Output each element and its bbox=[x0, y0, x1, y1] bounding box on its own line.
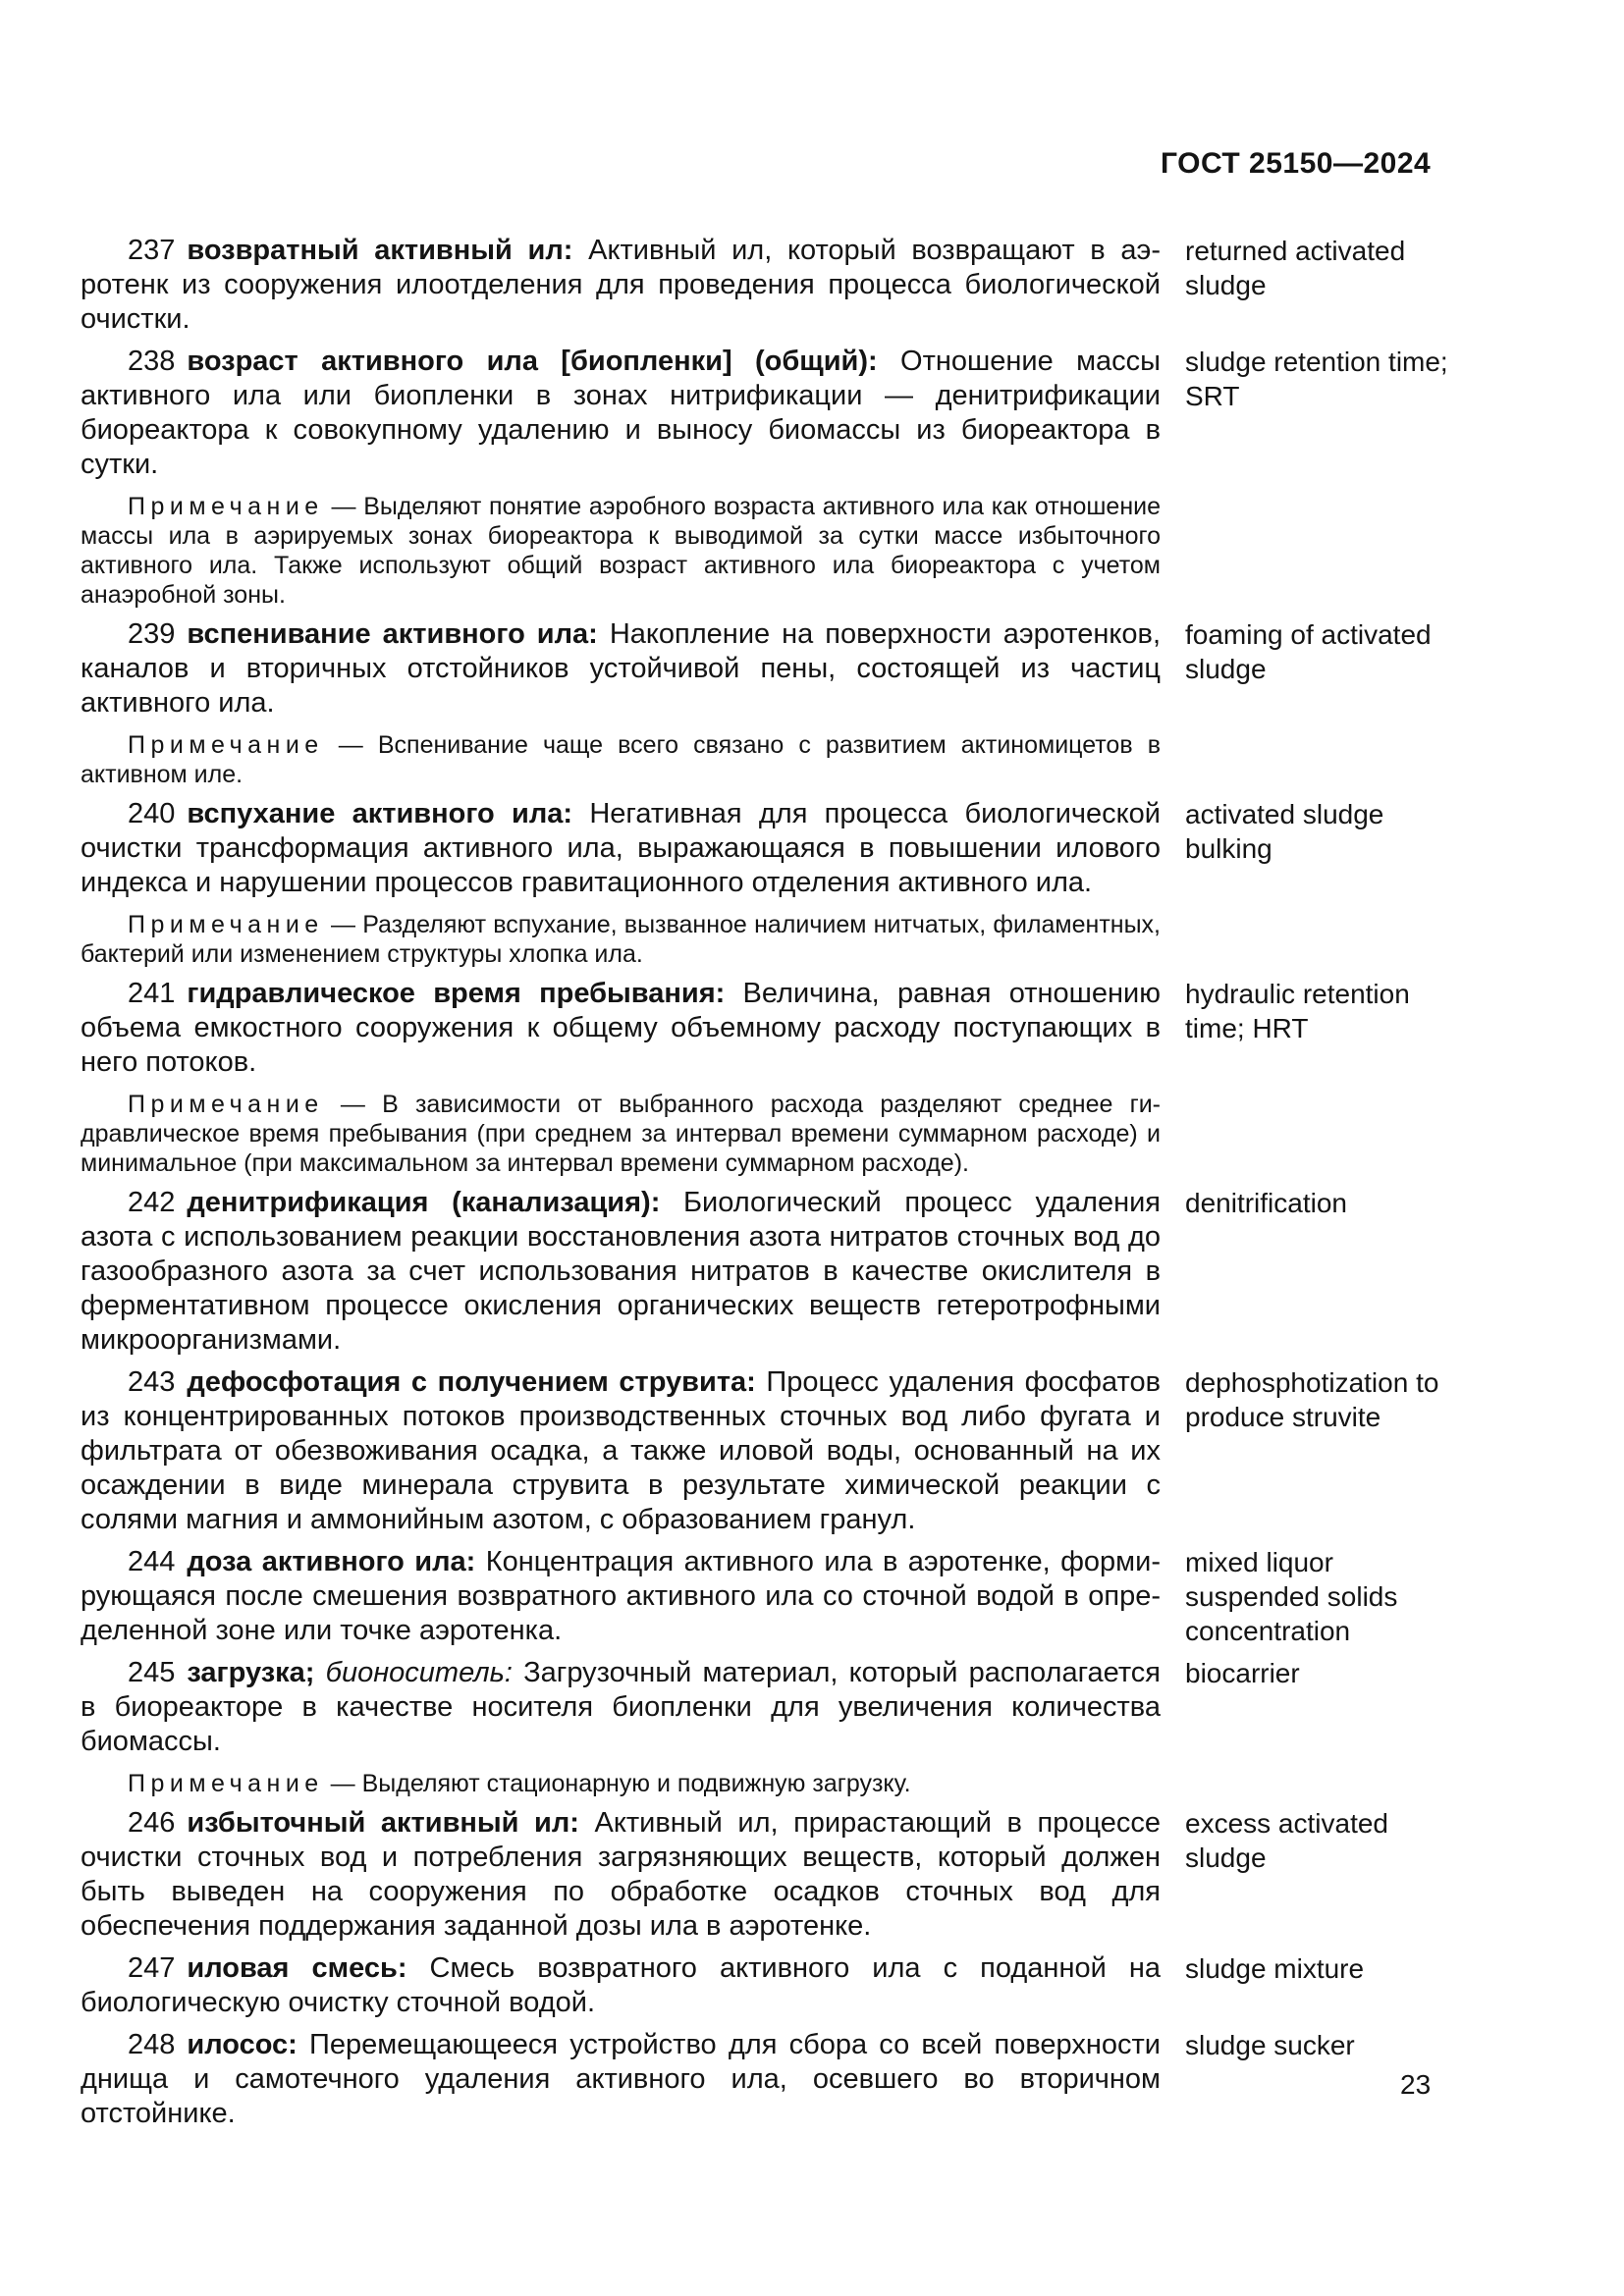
term-row bbox=[81, 1951, 1460, 2020]
page-number: 23 bbox=[1400, 2069, 1432, 2100]
note-paragraph: Примечание — В зависимости от выбранного расхода разделяют среднее гидравлическое время пребывания (при среднем за интервал времени суммарном расходе) и минимальное (при максимальном за интервал времени суммарном расходе). bbox=[81, 1091, 1161, 1177]
term-row bbox=[81, 797, 1460, 900]
term-paragraph: 239 вспенивание активного ила: Накопление на поверхности аэротенков, каналов и вторичных отстойников устойчивой пены, состоящей из частиц активного ила. bbox=[81, 618, 1162, 719]
english-term: hydraulic retention time; HRT bbox=[1185, 979, 1410, 1043]
term-title: дефосфотация с получением струвита: bbox=[187, 1366, 756, 1398]
term-row bbox=[81, 617, 1460, 721]
term-paragraph: 246 избыточный активный ил: Активный ил, прирастающий в процессе очистки сточных вод и потребления загрязняющих веществ, который должен быть выведен на сооружения по обработке осадков сточных вод для обеспечения поддержания заданной дозы ила в аэротенке. bbox=[81, 1807, 1161, 1942]
english-term: mixed liquor suspended solids concentration bbox=[1185, 1547, 1398, 1646]
term-number: 243 bbox=[128, 1366, 176, 1398]
english-term: returned activated sludge bbox=[1185, 236, 1406, 300]
term-number: 246 bbox=[128, 1807, 176, 1839]
term-synonym: бионоситель: bbox=[314, 1657, 513, 1688]
term-paragraph: 245 загрузка; бионоситель: Загрузочный материал, который располагается в биореакторе в качестве носителя биопленки для увеличения количества биомассы. bbox=[81, 1657, 1161, 1757]
english-term: biocarrier bbox=[1185, 1658, 1300, 1688]
terms-list bbox=[81, 234, 1460, 2131]
term-number: 238 bbox=[128, 346, 176, 377]
term-paragraph: 240 вспухание активного ила: Негативная для процесса биологической очистки трансформация активного ила, выражающаяся в повышении илового индекса и нарушении процессов гравитационного отделения активного ила. bbox=[81, 798, 1161, 898]
term-title: гидравлическое время пребывания: bbox=[187, 978, 726, 1009]
term-number: 242 bbox=[128, 1187, 176, 1218]
note-row bbox=[81, 730, 1460, 789]
note-label: Примечание bbox=[128, 1091, 324, 1118]
term-title: доза активного ила: bbox=[187, 1546, 476, 1577]
term-number: 247 bbox=[128, 1952, 176, 1984]
note-paragraph: Примечание — Разделяют вспухание, вызванное наличием нитчатых, филаментных, бактерий или изменением структуры хлопка ила. bbox=[81, 911, 1161, 968]
term-row bbox=[81, 1186, 1460, 1358]
note-label: Примечание bbox=[128, 1770, 324, 1797]
term-row bbox=[81, 1806, 1460, 1944]
term-number: 248 bbox=[128, 2029, 176, 2060]
english-term: sludge sucker bbox=[1185, 2030, 1355, 2060]
note-row bbox=[81, 1090, 1460, 1178]
term-paragraph: 247 иловая смесь: Смесь возвратного активного ила с поданной на биологическую очистку сточной водой. bbox=[81, 1952, 1161, 2018]
term-title: возраст активного ила [биопленки] (общий): bbox=[187, 346, 878, 377]
note-label: Примечание bbox=[128, 731, 324, 759]
english-term: foaming of activated sludge bbox=[1185, 619, 1432, 684]
english-term: sludge mixture bbox=[1185, 1953, 1365, 1984]
term-paragraph: 242 денитрификация (канализация): Биологический процесс удаления азота с использованием реакции восстановления азота нитратов сточных вод до газообразного азота за счет использования нитратов в качестве окислителя в ферментативном процессе окисления органических веществ гетеротрофными микроорганизмами. bbox=[81, 1187, 1161, 1356]
english-term: excess activated sludge bbox=[1185, 1808, 1388, 1873]
term-title: вспенивание активного ила: bbox=[187, 618, 598, 650]
term-title: илосос: bbox=[187, 2029, 298, 2060]
english-term: dephosphotization to produce struvite bbox=[1185, 1367, 1439, 1432]
term-title: вспухание активного ила: bbox=[187, 798, 573, 829]
term-title: возвратный активный ил: bbox=[187, 235, 573, 266]
term-title: денитрификация (канализация): bbox=[187, 1187, 661, 1218]
term-paragraph: 237 возвратный активный ил: Активный ил, который возвращают в аэротенк из сооружения илоотделения для проведения процесса биологической очистки. bbox=[81, 235, 1161, 335]
term-row bbox=[81, 345, 1460, 482]
term-paragraph: 248 илосос: Перемещающееся устройство для сбора со всей поверхности днища и самотечного удаления активного ила, осевшего во вторичном отстойнике. bbox=[81, 2029, 1161, 2129]
term-paragraph: 244 доза активного ила: Концентрация активного ила в аэротенке, формирующаяся после смешения возвратного активного ила со сточной водой в определенной зоне или точке аэротенка. bbox=[81, 1546, 1161, 1646]
term-title: загрузка; bbox=[187, 1657, 315, 1688]
term-row bbox=[81, 234, 1460, 337]
term-row bbox=[81, 2028, 1460, 2131]
term-row bbox=[81, 977, 1460, 1080]
term-title: избыточный активный ил: bbox=[187, 1807, 579, 1839]
note-row bbox=[81, 1769, 1460, 1798]
term-number: 240 bbox=[128, 798, 176, 829]
term-title: иловая смесь: bbox=[187, 1952, 407, 1984]
note-label: Примечание bbox=[128, 911, 324, 938]
term-row bbox=[81, 1545, 1460, 1648]
term-row bbox=[81, 1365, 1460, 1537]
english-term: denitrification bbox=[1185, 1188, 1347, 1218]
note-label: Примечание bbox=[128, 493, 324, 520]
note-row bbox=[81, 910, 1460, 969]
english-term: sludge retention time; SRT bbox=[1185, 347, 1448, 411]
term-paragraph: 238 возраст активного ила [биопленки] (общий): Отношение массы активного ила или биопленки в зонах нитрификации — денитрификации биореактора к совокупному удалению и выносу биомассы из биореактора в сутки. bbox=[81, 346, 1161, 480]
term-paragraph: 241 гидравлическое время пребывания: Величина, равная отношению объема емкостного сооружения к общему объемному расходу поступающих в него потоков. bbox=[81, 978, 1161, 1078]
term-row bbox=[81, 1656, 1460, 1759]
term-number: 239 bbox=[128, 618, 176, 650]
term-number: 237 bbox=[128, 235, 176, 266]
document-header: ГОСТ 25150—2024 bbox=[1161, 147, 1432, 180]
note-row bbox=[81, 492, 1460, 610]
english-term: activated sludge bulking bbox=[1185, 799, 1384, 864]
term-number: 241 bbox=[128, 978, 176, 1009]
term-paragraph: 243 дефосфотация с получением струвита: Процесс удаления фосфатов из концентрированных потоков производственных сточных вод либо фугата и фильтрата от обезвоживания осадка, а также иловой воды, основанный на их осаждении в виде минерала струвита в результате химической реакции с солями магния и аммонийным азотом, с образованием гранул. bbox=[81, 1366, 1161, 1535]
note-paragraph: Примечание — Выделяют понятие аэробного возраста активного ила как отношение массы ила в аэрируемых зонах биореактора к выводимой за сутки массе избыточного активного ила. Также используют общий возраст активного ила биореактора с учетом анаэробной зоны. bbox=[81, 493, 1161, 609]
term-number: 245 bbox=[128, 1657, 176, 1688]
note-paragraph: Примечание — Выделяют стационарную и подвижную загрузку. bbox=[128, 1770, 911, 1797]
term-number: 244 bbox=[128, 1546, 176, 1577]
note-paragraph: Примечание — Вспенивание чаще всего связано с развитием актиномицетов в активном иле. bbox=[81, 731, 1161, 788]
